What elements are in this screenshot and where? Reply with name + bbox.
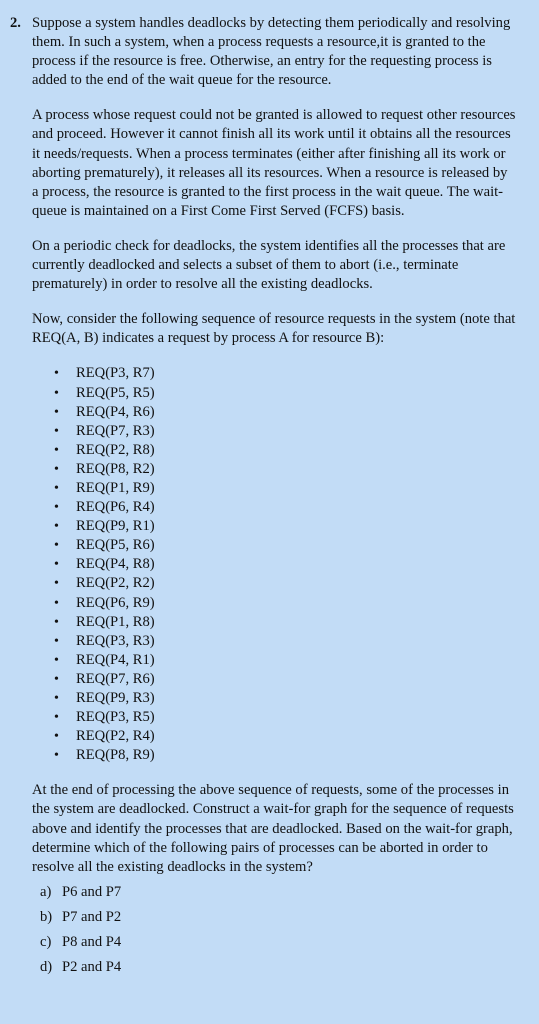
request-text: REQ(P3, R3) <box>76 632 155 649</box>
bullet-icon: • <box>54 595 59 611</box>
question-body <box>32 14 517 90</box>
bullet-icon: • <box>54 366 59 382</box>
bullet-icon: • <box>54 404 59 420</box>
bullet-icon: • <box>54 442 59 458</box>
request-text: REQ(P5, R5) <box>76 384 155 401</box>
list-item <box>54 708 517 727</box>
list-item <box>54 651 517 670</box>
request-text: REQ(P8, R2) <box>76 460 155 477</box>
bullet-icon: • <box>54 729 59 745</box>
request-text: REQ(P3, R5) <box>76 709 155 726</box>
list-item <box>54 727 517 746</box>
request-text: REQ(P7, R3) <box>76 422 155 439</box>
bullet-icon: • <box>54 652 59 668</box>
option-letter: b) <box>40 908 53 925</box>
list-item <box>54 594 517 613</box>
bullet-icon: • <box>54 710 59 726</box>
bullet-icon: • <box>54 633 59 649</box>
list-item <box>54 574 517 593</box>
list-item <box>54 403 517 422</box>
answer-options <box>10 880 517 980</box>
request-text: REQ(P5, R6) <box>76 537 155 554</box>
bullet-icon: • <box>54 423 59 439</box>
bullet-icon: • <box>54 691 59 706</box>
list-item <box>54 517 517 536</box>
request-text: REQ(P6, R9) <box>76 594 155 611</box>
list-item <box>54 746 517 765</box>
paragraph-request-sequence: Now, consider the following sequence of resource requests in the system (note that REQ(A, B) indicates a request by process A for resource B): <box>32 311 516 347</box>
list-item <box>54 498 517 517</box>
request-text: REQ(P2, R4) <box>76 728 155 745</box>
list-item <box>54 460 517 479</box>
bullet-icon: • <box>54 461 59 477</box>
request-list <box>10 364 517 765</box>
request-text: REQ(P3, R7) <box>76 365 155 382</box>
paragraph-process-rules: A process whose request could not be granted is allowed to request other resources and proceed. However it cannot finish all its work until it obtains all the resources it needs/requests. When a process terminates (either after finishing all its work or aborting prematurely), it releases all its resources. When a resource is released by a process, the resource is granted to the first process in the wait queue. The wait-queue is maintained on a First Come First Served (FCFS) basis. <box>32 107 516 219</box>
bullet-icon: • <box>54 385 59 401</box>
list-item <box>54 670 517 689</box>
request-text: REQ(P9, R1) <box>76 518 155 535</box>
list-item <box>54 479 517 498</box>
bullet-icon: • <box>54 576 59 592</box>
request-text: REQ(P1, R9) <box>76 479 155 496</box>
request-text: REQ(P6, R4) <box>76 499 155 516</box>
request-text: REQ(P7, R6) <box>76 670 155 687</box>
request-text: REQ(P4, R1) <box>76 651 155 668</box>
bullet-icon: • <box>54 480 59 496</box>
option-c <box>40 930 517 955</box>
list-item <box>54 555 517 574</box>
bullet-icon: • <box>54 538 59 554</box>
bullet-icon: • <box>54 557 59 573</box>
option-d <box>40 955 517 980</box>
request-text: REQ(P8, R9) <box>76 747 155 764</box>
question-number: 2. <box>10 15 21 31</box>
list-item <box>54 613 517 632</box>
option-text: P6 and P7 <box>62 883 122 900</box>
list-item <box>54 441 517 460</box>
bullet-icon: • <box>54 519 59 535</box>
option-letter: a) <box>40 883 52 900</box>
list-item <box>54 689 517 708</box>
list-item <box>54 536 517 555</box>
list-item <box>54 422 517 441</box>
list-item <box>54 384 517 403</box>
request-text: REQ(P4, R6) <box>76 403 155 420</box>
intro-paragraph: Suppose a system handles deadlocks by detecting them periodically and resolving them. In such a system, when a process requests a resource,it is granted to the process if the resource is free. Otherwise, an entry for the requesting process is added to the end of the wait queue for the resource. <box>32 15 511 89</box>
option-text: P8 and P4 <box>62 933 122 950</box>
option-text: P2 and P4 <box>62 958 122 975</box>
paragraph-closing-question: At the end of processing the above sequence of requests, some of the processes in the system are deadlocked. Construct a wait-for graph for the sequence of requests above and identify the processes that are deadlocked. Based on the wait-for graph, determine which of the following pairs of processes can be aborted in order to resolve all the existing deadlocks in the system? <box>32 782 514 875</box>
request-text: REQ(P4, R8) <box>76 556 155 573</box>
option-text: P7 and P2 <box>62 908 122 925</box>
bullet-icon: • <box>54 500 59 516</box>
request-text: REQ(P9, R3) <box>76 690 155 706</box>
question-header <box>10 14 517 90</box>
request-text: REQ(P2, R2) <box>76 575 155 592</box>
option-letter: c) <box>40 933 52 950</box>
list-item <box>54 632 517 651</box>
list-item <box>54 364 517 383</box>
option-letter: d) <box>40 958 53 975</box>
paragraph-periodic-check: On a periodic check for deadlocks, the system identifies all the processes that are currently deadlocked and selects a subset of them to abort (i.e., terminate prematurely) in order to resolve all the existing deadlocks. <box>32 237 506 293</box>
option-a <box>40 880 517 905</box>
request-text: REQ(P1, R8) <box>76 613 155 630</box>
request-text: REQ(P2, R8) <box>76 441 155 458</box>
option-b <box>40 905 517 930</box>
bullet-icon: • <box>54 748 59 764</box>
bullet-icon: • <box>54 671 59 687</box>
bullet-icon: • <box>54 614 59 630</box>
